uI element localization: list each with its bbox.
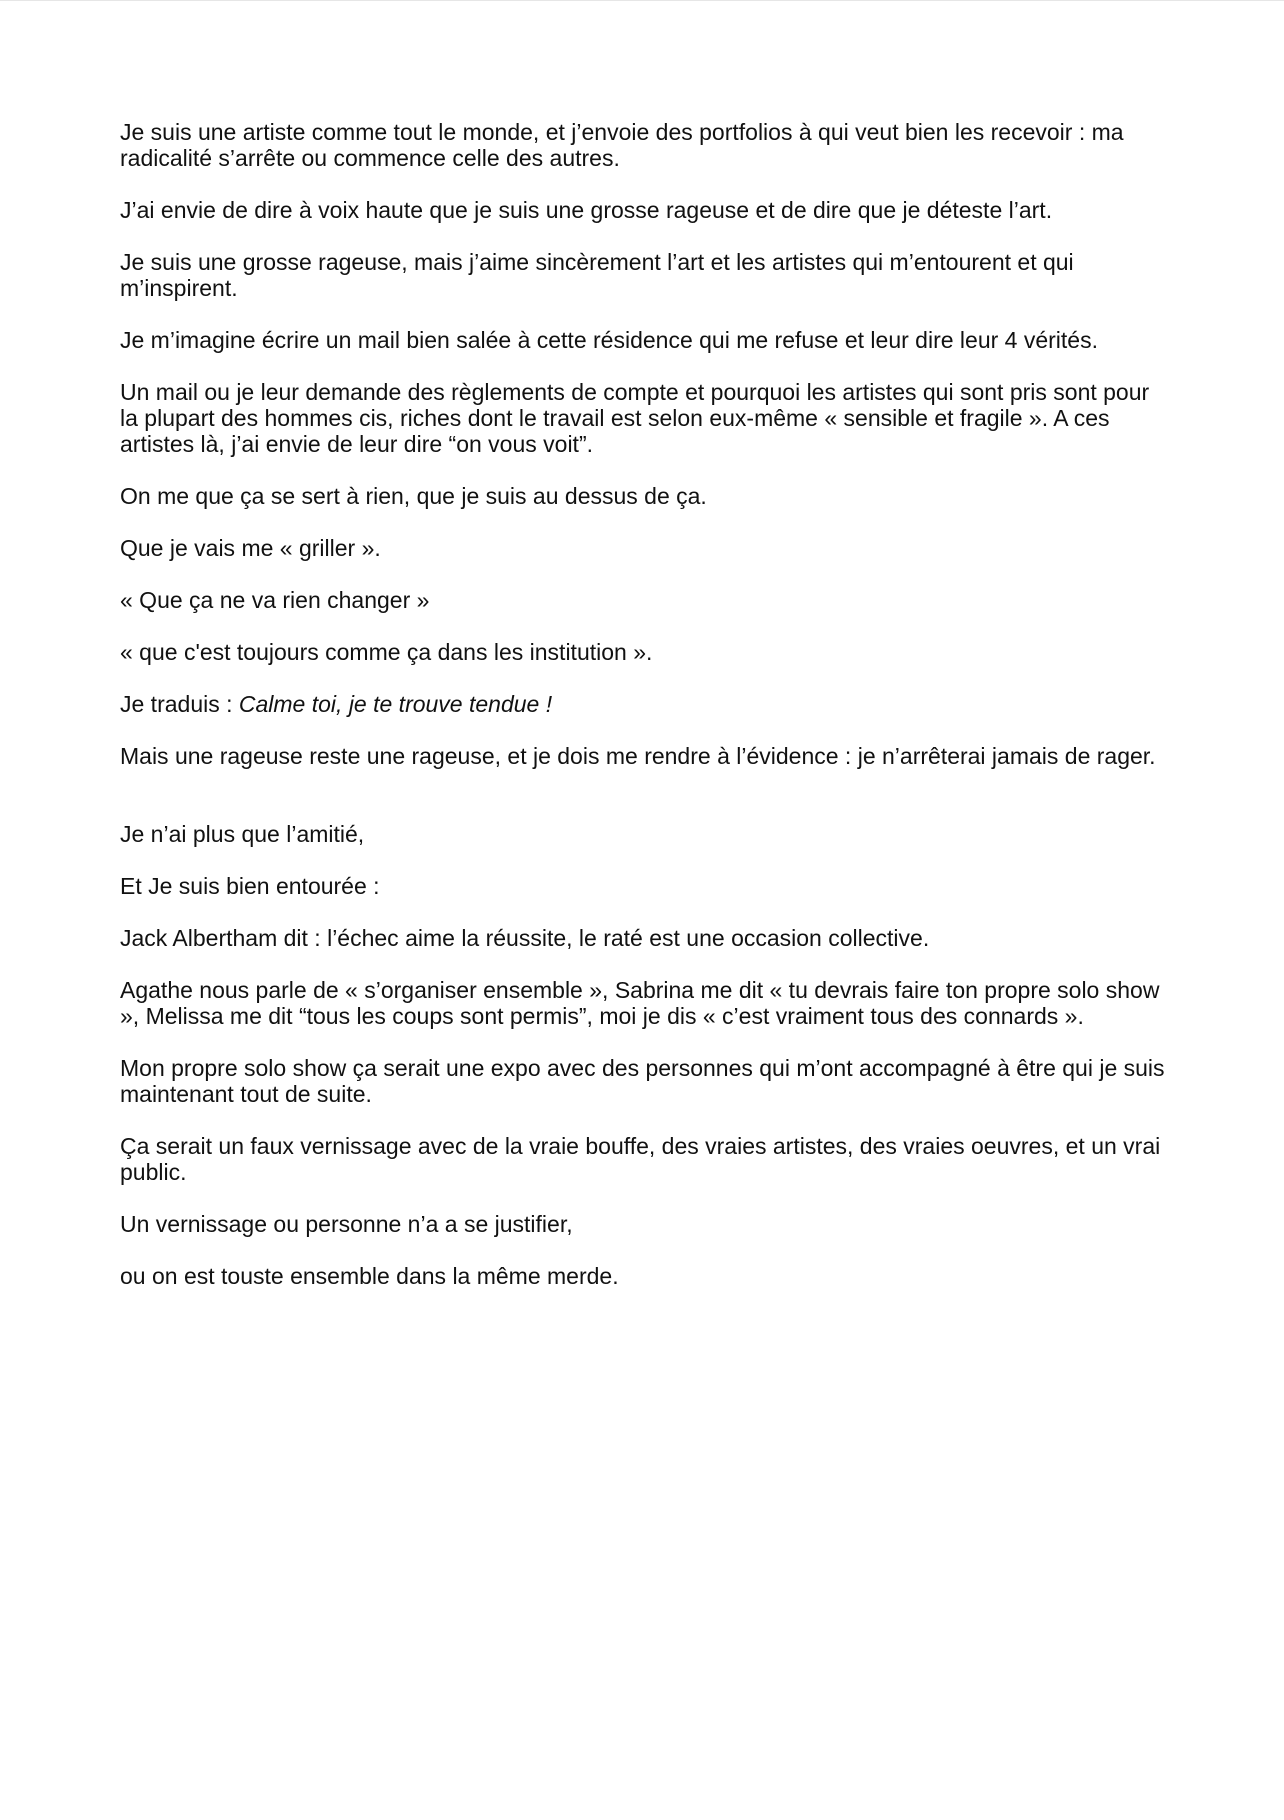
paragraph: Jack Albertham dit : l’échec aime la réussite, le raté est une occasion collective. xyxy=(120,925,930,951)
paragraph: J’ai envie de dire à voix haute que je suis une grosse rageuse et de dire que je déteste l’art. xyxy=(120,197,1053,223)
paragraph: Que je vais me « griller ». xyxy=(120,535,381,561)
paragraph-translation xyxy=(120,691,1170,717)
document-body xyxy=(120,119,1170,1315)
paragraph: Je n’ai plus que l’amitié, xyxy=(120,821,365,847)
paragraph: Un mail ou je leur demande des règlements de compte et pourquoi les artistes qui sont pris sont pour la plupart des hommes cis, riches dont le travail est selon eux-même « sensible et fragile ». A ces artistes là, j’ai envie de leur dire “on vous voit”. xyxy=(120,379,1150,457)
translation-lead: Je traduis : xyxy=(120,691,239,717)
paragraph: Je suis une grosse rageuse, mais j’aime sincèrement l’art et les artistes qui m’entourent et qui m’inspirent. xyxy=(120,249,1074,301)
paragraph: ou on est touste ensemble dans la même merde. xyxy=(120,1263,619,1289)
paragraph: Ça serait un faux vernissage avec de la vraie bouffe, des vraies artistes, des vraies oeuvres, et un vrai public. xyxy=(120,1133,1161,1185)
paragraph: Mais une rageuse reste une rageuse, et je dois me rendre à l’évidence : je n’arrêterai jamais de rager. xyxy=(120,743,1156,769)
paragraph: « que c'est toujours comme ça dans les institution ». xyxy=(120,639,653,665)
paragraph: Je m’imagine écrire un mail bien salée à cette résidence qui me refuse et leur dire leur 4 vérités. xyxy=(120,327,1098,353)
paragraph: Agathe nous parle de « s’organiser ensemble », Sabrina me dit « tu devrais faire ton propre solo show », Melissa me dit “tous les coups sont permis”, moi je dis « c’est vraiment tous des connards ». xyxy=(120,977,1160,1029)
paragraph: Mon propre solo show ça serait une expo avec des personnes qui m’ont accompagné à être qui je suis maintenant tout de suite. xyxy=(120,1055,1165,1107)
paragraph: Je suis une artiste comme tout le monde, et j’envoie des portfolios à qui veut bien les recevoir : ma radicalité s’arrête ou commence celle des autres. xyxy=(120,119,1124,171)
paragraph: « Que ça ne va rien changer » xyxy=(120,587,430,613)
paragraph: On me que ça se sert à rien, que je suis au dessus de ça. xyxy=(120,483,707,509)
translation-italic: Calme toi, je te trouve tendue ! xyxy=(238,691,553,717)
paragraph: Et Je suis bien entourée : xyxy=(120,873,380,899)
paragraph: Un vernissage ou personne n’a a se justifier, xyxy=(120,1211,573,1237)
